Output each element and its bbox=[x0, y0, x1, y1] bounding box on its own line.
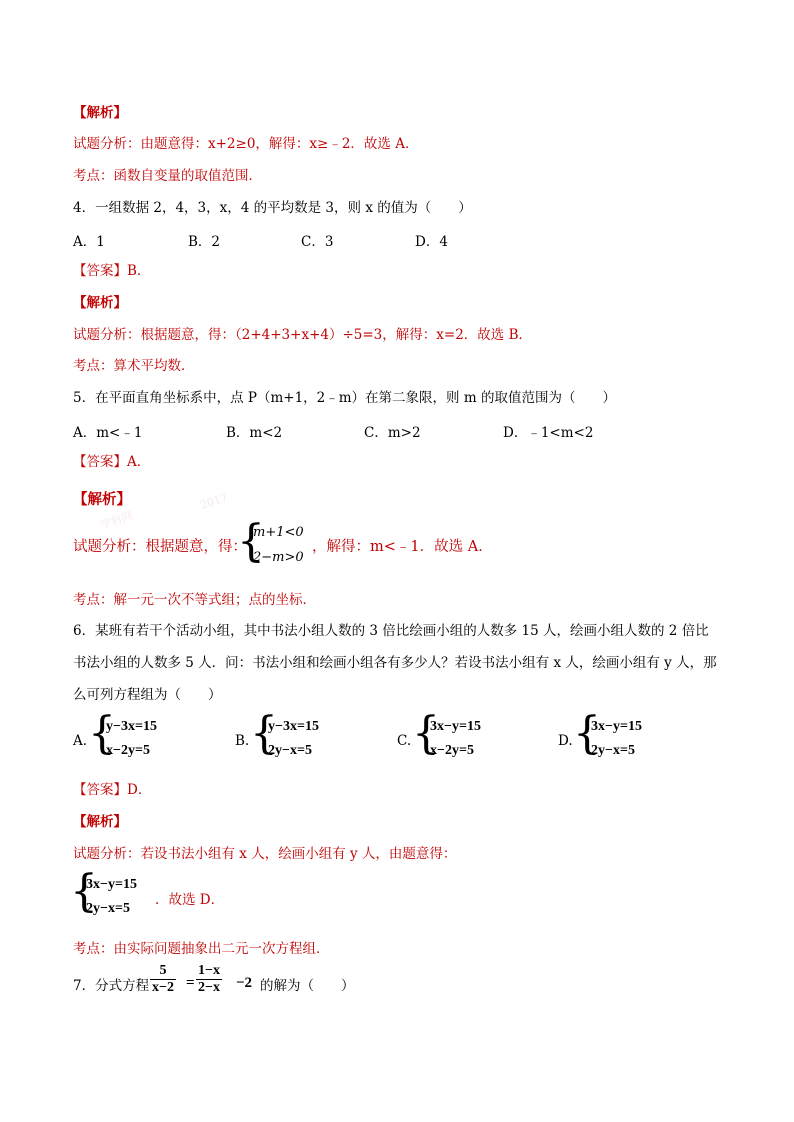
q7-fraction-left bbox=[150, 963, 176, 996]
question-7-suffix: 的解为（ ） bbox=[260, 978, 355, 994]
system-brace: { bbox=[70, 866, 98, 917]
q6-option-d-eq2: 2y−x=5 bbox=[591, 743, 635, 758]
q5-option-c: C．m>2 bbox=[364, 425, 421, 441]
question-5: 5．在平面直角坐标系中，点 P（m+1，2﹣m）在第二象限，则 m 的取值范围为（ ） bbox=[73, 390, 616, 406]
fraction-denominator: x−2 bbox=[152, 980, 174, 995]
q4-option-c: C．3 bbox=[301, 234, 334, 250]
system6-eq2: 2y−x=5 bbox=[86, 901, 130, 916]
analysis-text-cont: ，解得：m<﹣1．故选 A． bbox=[312, 539, 493, 555]
system-brace: { bbox=[412, 708, 440, 759]
analysis-text-cont: ．故选 D． bbox=[155, 892, 225, 908]
analysis-text: 试题分析：根据题意，得： bbox=[73, 539, 247, 555]
q6-option-b-label: B. bbox=[235, 733, 250, 749]
key-point: 考点：函数自变量的取值范围． bbox=[73, 168, 262, 184]
q6-option-c-eq2: x−2y=5 bbox=[430, 743, 474, 758]
key-point: 考点：算术平均数． bbox=[73, 358, 195, 374]
question-6-line-1: 6．某班有若干个活动小组，其中书法小组人数的 3 倍比绘画小组的人数多 15 人，绘画小组人数的 2 倍比 bbox=[73, 623, 709, 639]
analysis-text: 试题分析：若设书法小组有 x 人，绘画小组有 y 人，由题意得： bbox=[73, 846, 457, 862]
q4-option-d: D．4 bbox=[415, 234, 448, 250]
analysis-header: 【解析】 bbox=[73, 295, 127, 311]
analysis-header: 【解析】 bbox=[73, 105, 127, 121]
watermark-logo-2: 2017 bbox=[198, 490, 230, 513]
system-brace: { bbox=[250, 708, 278, 759]
system-brace: { bbox=[88, 708, 116, 759]
watermark-logo: 学科网 bbox=[98, 509, 135, 532]
q6-option-c-label: C. bbox=[397, 733, 412, 749]
q6-option-b-eq2: 2y−x=5 bbox=[268, 743, 312, 758]
question-6-line-2: 书法小组的人数多 5 人．问：书法小组和绘画小组各有多少人？若设书法小组有 x 人，绘画小组有 y 人，那 bbox=[73, 655, 717, 671]
question-6-line-3: 么可列方程组为（ ） bbox=[73, 687, 222, 703]
answer-5: 【答案】A． bbox=[73, 454, 151, 470]
q6-option-d-label: D. bbox=[558, 733, 573, 749]
system-brace: { bbox=[573, 708, 601, 759]
analysis-text: 试题分析：根据题意，得：（2+4+3+x+4）÷5=3，解得：x=2．故选 B． bbox=[73, 327, 532, 343]
analysis-header: 【解析】 bbox=[73, 814, 127, 830]
key-point: 考点：解一元一次不等式组；点的坐标． bbox=[73, 592, 316, 608]
answer-6: 【答案】D． bbox=[73, 782, 152, 798]
q6-option-a-eq2: x−2y=5 bbox=[106, 743, 150, 758]
system6-eq1: 3x−y=15 bbox=[86, 877, 137, 892]
equals-sign: = bbox=[186, 975, 195, 991]
q7-tail: −2 bbox=[236, 975, 253, 991]
q5-option-d: D．﹣1<m<2 bbox=[503, 425, 594, 441]
question-4: 4．一组数据 2，4，3，x，4 的平均数是 3，则 x 的值为（ ） bbox=[73, 200, 472, 216]
system-brace: { bbox=[237, 516, 265, 567]
analysis-header: 【解析】 bbox=[73, 491, 131, 508]
q6-option-d-eq1: 3x−y=15 bbox=[591, 719, 642, 734]
fraction-denominator: 2−x bbox=[198, 980, 220, 995]
q5-option-b: B．m<2 bbox=[226, 425, 283, 441]
q4-option-b: B．2 bbox=[188, 234, 221, 250]
q6-option-a-eq1: y−3x=15 bbox=[106, 719, 157, 734]
key-point: 考点：由实际问题抽象出二元一次方程组． bbox=[73, 941, 330, 957]
analysis-text: 试题分析：由题意得：x+2≥0，解得：x≥﹣2．故选 A． bbox=[73, 136, 419, 152]
answer-4: 【答案】B． bbox=[73, 263, 151, 279]
system5-eq2: 2−m>0 bbox=[253, 550, 304, 565]
system5-eq1: m+1<0 bbox=[253, 525, 304, 540]
question-7-prefix: 7．分式方程 bbox=[73, 978, 150, 994]
q4-option-a: A．1 bbox=[73, 234, 105, 250]
fraction-numerator: 1−x bbox=[198, 963, 220, 978]
q6-option-c-eq1: 3x−y=15 bbox=[430, 719, 481, 734]
q5-option-a: A．m<﹣1 bbox=[73, 425, 143, 441]
q6-option-a-label: A. bbox=[73, 733, 88, 749]
q7-fraction-right bbox=[196, 963, 222, 996]
fraction-numerator: 5 bbox=[150, 963, 176, 980]
q6-option-b-eq1: y−3x=15 bbox=[268, 719, 319, 734]
